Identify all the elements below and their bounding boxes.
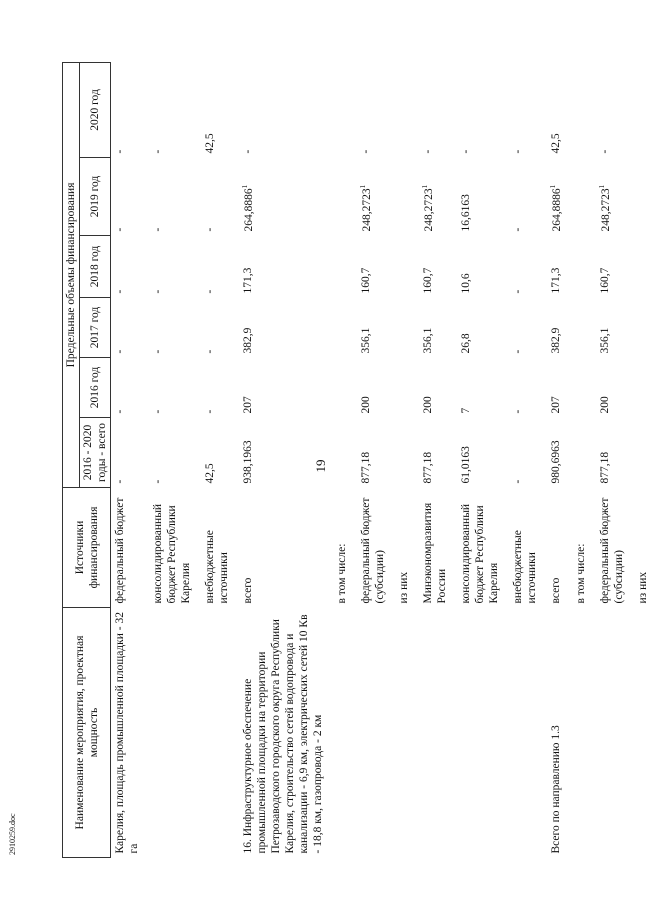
cell-y2020	[111, 62, 150, 157]
table-row	[547, 62, 572, 857]
table-row	[457, 62, 509, 857]
table-row	[149, 62, 201, 857]
cell-text: федеральный бюджет (субсидии)	[360, 497, 387, 604]
cell-total	[333, 418, 357, 488]
footnote-mark: 1	[359, 184, 368, 189]
cell-y2016	[419, 358, 457, 418]
table-row	[596, 62, 634, 857]
cell-y2017	[111, 298, 150, 358]
footnote-mark: 1	[598, 184, 607, 189]
cell-y2016	[596, 358, 634, 418]
cell-y2019	[419, 158, 457, 236]
cell-text: 200	[599, 396, 612, 414]
cell-y2017	[395, 298, 419, 358]
cell-text: -	[242, 149, 255, 154]
cell-text: 382,9	[550, 327, 563, 354]
cell-text: 10,6	[460, 273, 473, 294]
table-row	[419, 62, 457, 857]
cell-name	[547, 608, 572, 858]
cell-y2018	[149, 236, 201, 298]
cell-y2017	[239, 298, 333, 358]
cell-source	[419, 488, 457, 608]
footer-file-code: 2910259.doc	[8, 813, 17, 855]
cell-total	[201, 418, 239, 488]
cell-name	[239, 608, 333, 858]
cell-text: -	[114, 289, 127, 294]
cell-y2019	[333, 158, 357, 236]
cell-text: -	[114, 349, 127, 354]
cell-y2020	[572, 62, 596, 157]
cell-y2020	[509, 62, 547, 157]
cell-y2016	[634, 358, 658, 418]
cell-y2020	[239, 62, 333, 157]
cell-y2017	[572, 298, 596, 358]
cell-text: -	[460, 149, 473, 154]
cell-y2019	[111, 158, 150, 236]
header-name: Наименование мероприятия, проектная мощность	[63, 608, 111, 858]
cell-total	[239, 418, 333, 488]
cell-name	[395, 608, 419, 858]
cell-text: 42,5	[204, 133, 217, 154]
footnote-mark: 1	[241, 184, 250, 189]
cell-total	[395, 418, 419, 488]
cell-y2018	[634, 236, 658, 298]
cell-y2020	[357, 62, 395, 157]
cell-text: -	[114, 479, 127, 484]
cell-total	[572, 418, 596, 488]
cell-text: в том числе:	[336, 543, 349, 604]
cell-text: в том числе:	[575, 543, 588, 604]
cell-y2019	[596, 158, 634, 236]
cell-y2020	[201, 62, 239, 157]
cell-name	[572, 608, 596, 858]
cell-source	[572, 488, 596, 608]
cell-total	[634, 418, 658, 488]
cell-total	[419, 418, 457, 488]
cell-y2018	[457, 236, 509, 298]
cell-text: 877,18	[422, 451, 435, 484]
cell-text: 42,5	[550, 133, 563, 154]
cell-name	[357, 608, 395, 858]
header-year: 2020 год	[80, 62, 111, 157]
cell-text: -	[599, 149, 612, 154]
cell-y2020	[547, 62, 572, 157]
cell-y2019	[547, 158, 572, 236]
cell-text: 877,18	[360, 451, 373, 484]
cell-y2020	[419, 62, 457, 157]
cell-text: -	[360, 149, 373, 154]
cell-total	[596, 418, 634, 488]
cell-text: -	[152, 227, 165, 232]
cell-y2018	[596, 236, 634, 298]
cell-text: -	[204, 409, 217, 414]
table-row	[333, 62, 357, 857]
cell-y2018	[572, 236, 596, 298]
table-row	[239, 62, 333, 857]
cell-y2016	[509, 358, 547, 418]
cell-y2018	[111, 236, 150, 298]
cell-text: 171,3	[242, 267, 255, 294]
table-row	[395, 62, 419, 857]
cell-y2020	[596, 62, 634, 157]
cell-total	[547, 418, 572, 488]
cell-text: -	[422, 149, 435, 154]
cell-y2019	[572, 158, 596, 236]
header-total: 2016 - 2020 годы - всего	[80, 418, 111, 488]
cell-source	[333, 488, 357, 608]
cell-name	[201, 608, 239, 858]
cell-y2019	[149, 158, 201, 236]
header-year: 2017 год	[80, 298, 111, 358]
cell-y2020	[395, 62, 419, 157]
cell-y2017	[357, 298, 395, 358]
cell-y2017	[457, 298, 509, 358]
cell-text: из них	[637, 571, 650, 604]
table-header	[63, 62, 111, 857]
cell-y2018	[201, 236, 239, 298]
cell-text: -	[204, 227, 217, 232]
table-row	[634, 62, 658, 857]
cell-y2016	[572, 358, 596, 418]
cell-text: -	[152, 479, 165, 484]
table-body	[111, 62, 658, 857]
cell-source	[239, 488, 333, 608]
cell-text: 264,8886	[242, 188, 255, 232]
cell-text: 248,2723	[423, 188, 436, 232]
cell-y2017	[634, 298, 658, 358]
cell-y2019	[239, 158, 333, 236]
cell-text: 877,18	[599, 451, 612, 484]
cell-text: 382,9	[242, 327, 255, 354]
cell-source	[357, 488, 395, 608]
cell-y2019	[201, 158, 239, 236]
cell-text: 248,2723	[600, 188, 613, 232]
cell-y2016	[201, 358, 239, 418]
cell-y2019	[395, 158, 419, 236]
cell-text: Минэкономразвития России	[422, 502, 449, 604]
cell-text: 938,1963	[242, 440, 255, 484]
cell-text: -	[204, 349, 217, 354]
cell-total	[357, 418, 395, 488]
footnote-mark: 1	[421, 184, 430, 189]
cell-source	[634, 488, 658, 608]
cell-text: всего	[550, 577, 563, 604]
cell-text: 980,6963	[550, 440, 563, 484]
cell-name	[111, 608, 150, 858]
cell-y2019	[509, 158, 547, 236]
cell-total	[149, 418, 201, 488]
cell-text: -	[114, 227, 127, 232]
cell-y2016	[239, 358, 333, 418]
cell-text: из них	[398, 571, 411, 604]
cell-text: 7	[460, 407, 473, 414]
cell-text: 16. Инфраструктурное обеспечение промышленной площадки на территории Петрозаводского городского округа Республики Карелия, строительство сетей водопровода и канализации - 6,9 км, электрических сетей 10 Кв - 18,8 км, газопровода - 2 км	[242, 614, 325, 854]
cell-text: 356,1	[599, 327, 612, 354]
cell-text: Всего по направлению 1.3	[550, 725, 563, 854]
cell-text: 160,7	[599, 267, 612, 294]
cell-text: 356,1	[422, 327, 435, 354]
cell-text: -	[512, 349, 525, 354]
cell-name	[457, 608, 509, 858]
cell-text: -	[152, 349, 165, 354]
cell-text: -	[114, 409, 127, 414]
cell-y2018	[333, 236, 357, 298]
cell-text: 26,8	[460, 333, 473, 354]
cell-total	[457, 418, 509, 488]
cell-text: 16,6163	[460, 194, 473, 232]
header-group: Предельные объемы финансирования	[63, 62, 80, 487]
cell-source	[111, 488, 150, 608]
cell-text: Карелия, площадь промышленной площадки - 32 га	[114, 612, 141, 854]
cell-text: -	[114, 149, 127, 154]
financing-table	[62, 62, 658, 858]
cell-y2018	[239, 236, 333, 298]
rotated-table-container	[62, 63, 650, 858]
cell-text: 171,3	[550, 267, 563, 294]
cell-text: 200	[360, 396, 373, 414]
cell-text: 160,7	[422, 267, 435, 294]
cell-y2016	[547, 358, 572, 418]
cell-y2016	[395, 358, 419, 418]
cell-y2017	[333, 298, 357, 358]
cell-total	[509, 418, 547, 488]
page-number: 19	[313, 459, 328, 473]
cell-text: консолидированный бюджет Республики Карелия	[152, 503, 193, 604]
header-year: 2018 год	[80, 236, 111, 298]
cell-y2020	[333, 62, 357, 157]
table-row	[111, 62, 150, 857]
cell-text: внебюджетные источники	[512, 530, 539, 604]
cell-text: 61,0163	[460, 446, 473, 484]
cell-text: -	[512, 409, 525, 414]
cell-y2017	[509, 298, 547, 358]
cell-text: 160,7	[360, 267, 373, 294]
cell-y2017	[596, 298, 634, 358]
header-year: 2019 год	[80, 158, 111, 236]
cell-name	[596, 608, 634, 858]
table-row	[201, 62, 239, 857]
cell-text: 356,1	[360, 327, 373, 354]
cell-text: 248,2723	[361, 188, 374, 232]
cell-text: всего	[242, 577, 255, 604]
cell-y2018	[547, 236, 572, 298]
cell-y2019	[357, 158, 395, 236]
cell-text: 264,8886	[551, 188, 564, 232]
cell-total	[111, 418, 150, 488]
cell-y2019	[634, 158, 658, 236]
cell-y2016	[149, 358, 201, 418]
cell-text: -	[512, 289, 525, 294]
cell-y2017	[149, 298, 201, 358]
cell-name	[509, 608, 547, 858]
table-row	[572, 62, 596, 857]
cell-text: федеральный бюджет	[114, 497, 127, 604]
cell-y2020	[634, 62, 658, 157]
cell-text: -	[204, 289, 217, 294]
cell-text: -	[152, 409, 165, 414]
cell-text: -	[152, 289, 165, 294]
cell-text: 200	[422, 396, 435, 414]
table-row	[357, 62, 395, 857]
cell-y2018	[357, 236, 395, 298]
cell-text: консолидированный бюджет Республики Карелия	[460, 503, 501, 604]
cell-text: -	[512, 479, 525, 484]
cell-y2018	[395, 236, 419, 298]
cell-name	[333, 608, 357, 858]
cell-y2017	[419, 298, 457, 358]
table-row	[509, 62, 547, 857]
cell-y2020	[149, 62, 201, 157]
cell-source	[201, 488, 239, 608]
cell-source	[509, 488, 547, 608]
header-year: 2016 год	[80, 358, 111, 418]
cell-y2019	[457, 158, 509, 236]
header-source: Источники финансирования	[63, 488, 111, 608]
cell-y2017	[547, 298, 572, 358]
cell-y2018	[419, 236, 457, 298]
cell-source	[149, 488, 201, 608]
cell-text: 42,5	[204, 463, 217, 484]
cell-y2016	[357, 358, 395, 418]
cell-source	[596, 488, 634, 608]
cell-text: 207	[242, 396, 255, 414]
cell-y2016	[457, 358, 509, 418]
cell-y2020	[457, 62, 509, 157]
cell-name	[634, 608, 658, 858]
cell-text: внебюджетные источники	[204, 530, 231, 604]
cell-name	[419, 608, 457, 858]
footnote-mark: 1	[549, 184, 558, 189]
cell-text: федеральный бюджет (субсидии)	[599, 497, 626, 604]
cell-text: 207	[550, 396, 563, 414]
cell-source	[395, 488, 419, 608]
cell-y2016	[333, 358, 357, 418]
cell-y2017	[201, 298, 239, 358]
cell-text: -	[152, 149, 165, 154]
cell-source	[457, 488, 509, 608]
cell-text: -	[512, 149, 525, 154]
cell-source	[547, 488, 572, 608]
cell-y2018	[509, 236, 547, 298]
cell-y2016	[111, 358, 150, 418]
cell-name	[149, 608, 201, 858]
cell-text: -	[512, 227, 525, 232]
